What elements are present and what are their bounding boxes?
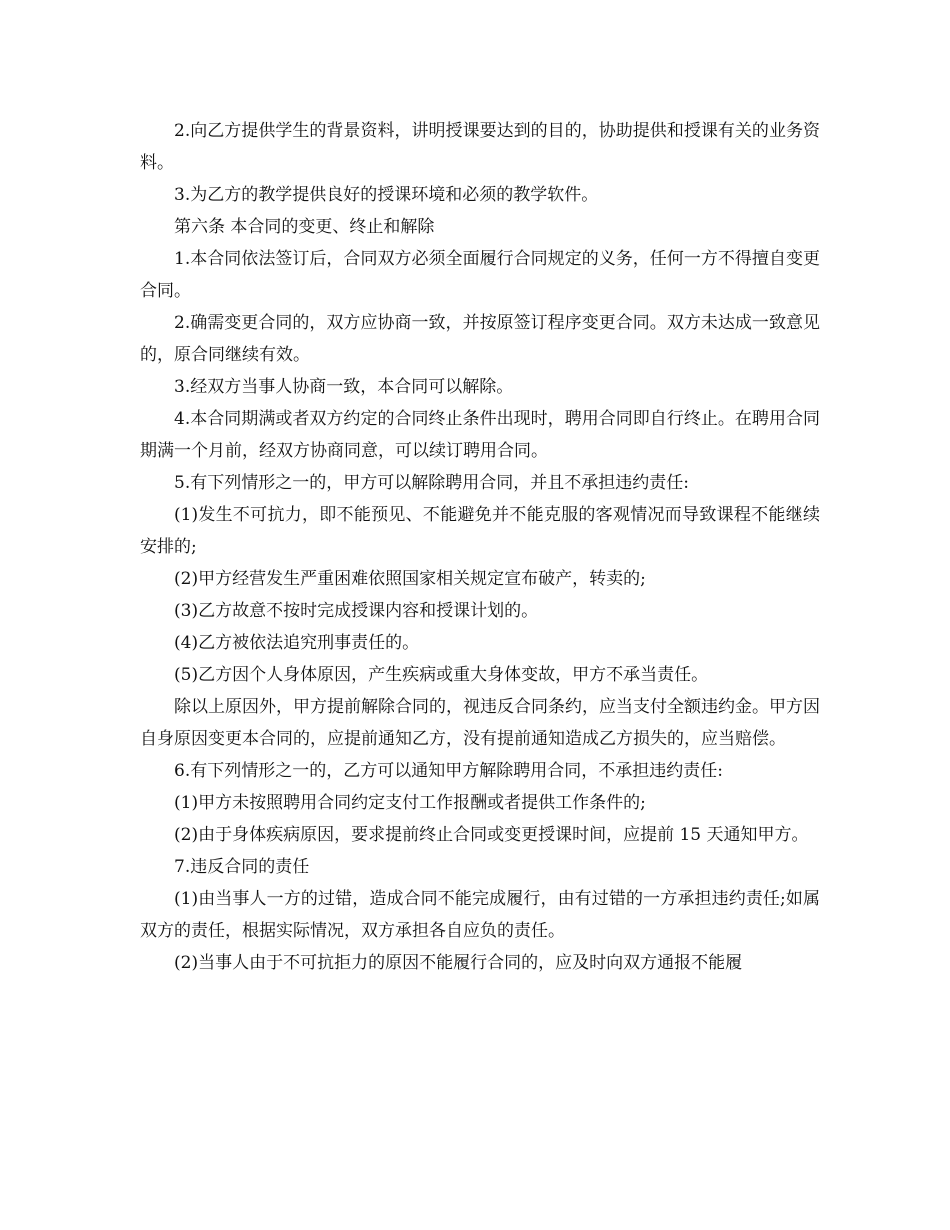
list-item: (5)乙方因个人身体原因，产生疾病或重大身体变故，甲方不承当责任。 [174,665,709,685]
list-item: (2)当事人由于不可抗拒力的原因不能履行合同的，应及时向双方通报不能履 [174,953,743,973]
paragraph: 7.违反合同的责任 [174,857,310,877]
paragraph: 2.向乙方提供学生的背景资料，讲明授课要达到的目的，协助提供和授课有关的业务资料。 [140,121,820,173]
section-heading: 第六条 本合同的变更、终止和解除 [174,217,435,237]
paragraph: 6.有下列情形之一的，乙方可以通知甲方解除聘用合同，不承担违约责任: [174,761,723,781]
paragraph: 5.有下列情形之一的，甲方可以解除聘用合同，并且不承担违约责任: [174,473,689,493]
paragraph: 除以上原因外，甲方提前解除合同的，视违反合同条约，应当支付全额违约金。甲方因自身原因变更本合同的，应提前通知乙方，没有提前通知造成乙方损失的，应当赔偿。 [140,697,820,749]
contract-text-body [140,115,820,979]
list-item: (2)由于身体疾病原因，要求提前终止合同或变更授课时间，应提前 15 天通知甲方。 [174,825,809,845]
list-item: (2)甲方经营发生严重困难依照国家相关规定宣布破产，转卖的; [174,569,646,589]
paragraph: 3.为乙方的教学提供良好的授课环境和必须的教学软件。 [174,185,599,205]
paragraph: 3.经双方当事人协商一致，本合同可以解除。 [174,377,514,397]
list-item: (3)乙方故意不按时完成授课内容和授课计划的。 [174,601,539,621]
paragraph: 4.本合同期满或者双方约定的合同终止条件出现时，聘用合同即自行终止。在聘用合同期满一个月前，经双方协商同意，可以续订聘用合同。 [140,409,820,461]
list-item: (1)由当事人一方的过错，造成合同不能完成履行，由有过错的一方承担违约责任;如属双方的责任，根据实际情况，双方承担各自应负的责任。 [140,889,820,941]
list-item: (4)乙方被依法追究刑事责任的。 [174,633,420,653]
paragraph: 1.本合同依法签订后，合同双方必须全面履行合同规定的义务，任何一方不得擅自变更合同。 [140,249,820,301]
list-item: (1)甲方未按照聘用合同约定支付工作报酬或者提供工作条件的; [174,793,646,813]
paragraph: 2.确需变更合同的，双方应协商一致，并按原签订程序变更合同。双方未达成一致意见的，原合同继续有效。 [140,313,820,365]
list-item: (1)发生不可抗力，即不能预见、不能避免并不能克服的客观情况而导致课程不能继续安排的; [140,505,820,557]
